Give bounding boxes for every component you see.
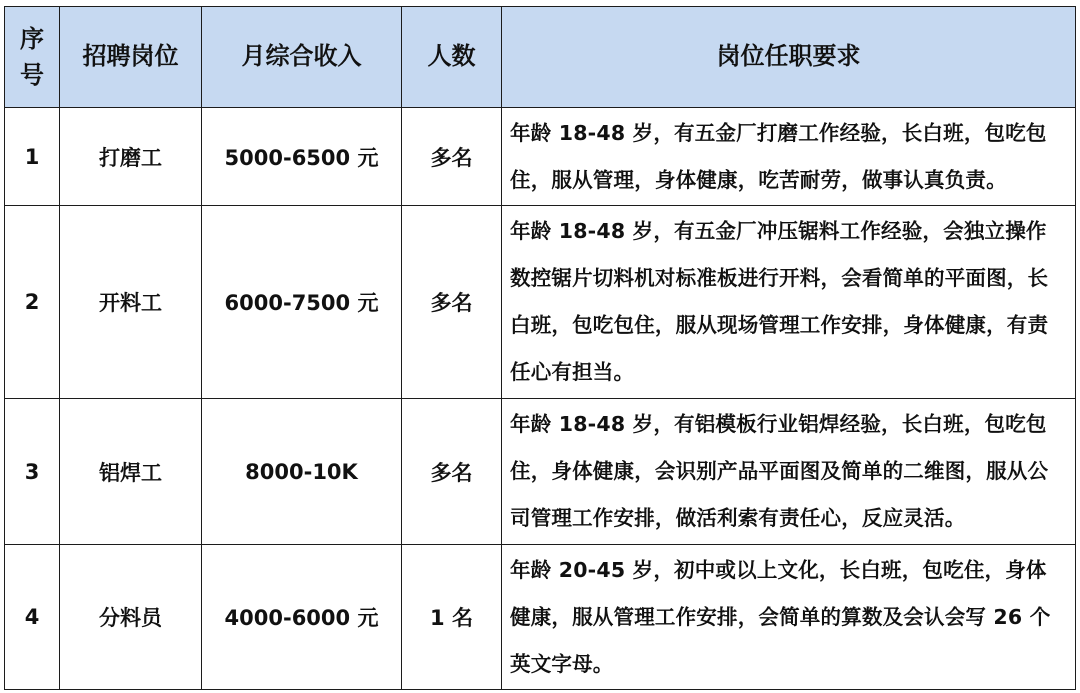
table-row bbox=[5, 399, 1076, 545]
row-position: 打磨工 bbox=[60, 108, 202, 206]
header-sequence-number bbox=[5, 7, 60, 108]
recruitment-table bbox=[4, 6, 1076, 690]
row-number: 2 bbox=[5, 206, 60, 399]
row-number: 3 bbox=[5, 399, 60, 545]
row-salary: 5000-6500 元 bbox=[202, 108, 402, 206]
row-position: 分料员 bbox=[60, 545, 202, 690]
row-number: 1 bbox=[5, 108, 60, 206]
table-row bbox=[5, 108, 1076, 206]
row-count: 多名 bbox=[402, 206, 502, 399]
row-position: 开料工 bbox=[60, 206, 202, 399]
row-position: 铝焊工 bbox=[60, 399, 202, 545]
header-sequence-line1: 序 bbox=[20, 25, 44, 53]
row-count: 1 名 bbox=[402, 545, 502, 690]
header-position: 招聘岗位 bbox=[60, 7, 202, 108]
row-requirements: 年龄 18-48 岁，有铝模板行业铝焊经验，长白班，包吃包住，身体健康，会识别产品平面图及简单的二维图，服从公司管理工作安排，做活利索有责任心，反应灵活。 bbox=[502, 399, 1076, 545]
row-requirements: 年龄 18-48 岁，有五金厂打磨工作经验，长白班，包吃包住，服从管理，身体健康，吃苦耐劳，做事认真负责。 bbox=[502, 108, 1076, 206]
table-header bbox=[5, 7, 1076, 108]
row-requirements: 年龄 20-45 岁，初中或以上文化，长白班，包吃住，身体健康，服从管理工作安排，会简单的算数及会认会写 26 个英文字母。 bbox=[502, 545, 1076, 690]
row-salary: 6000-7500 元 bbox=[202, 206, 402, 399]
row-salary: 4000-6000 元 bbox=[202, 545, 402, 690]
header-count: 人数 bbox=[402, 7, 502, 108]
header-sequence-line2: 号 bbox=[20, 61, 44, 89]
row-salary: 8000-10K bbox=[202, 399, 402, 545]
header-row bbox=[5, 7, 1076, 108]
table-row bbox=[5, 206, 1076, 399]
table-body bbox=[5, 108, 1076, 690]
header-requirements: 岗位任职要求 bbox=[502, 7, 1076, 108]
table-row bbox=[5, 545, 1076, 690]
row-number: 4 bbox=[5, 545, 60, 690]
row-count: 多名 bbox=[402, 399, 502, 545]
header-salary: 月综合收入 bbox=[202, 7, 402, 108]
row-requirements: 年龄 18-48 岁，有五金厂冲压锯料工作经验，会独立操作数控锯片切料机对标准板进行开料，会看简单的平面图，长白班，包吃包住，服从现场管理工作安排，身体健康，有责任心有担当。 bbox=[502, 206, 1076, 399]
row-count: 多名 bbox=[402, 108, 502, 206]
